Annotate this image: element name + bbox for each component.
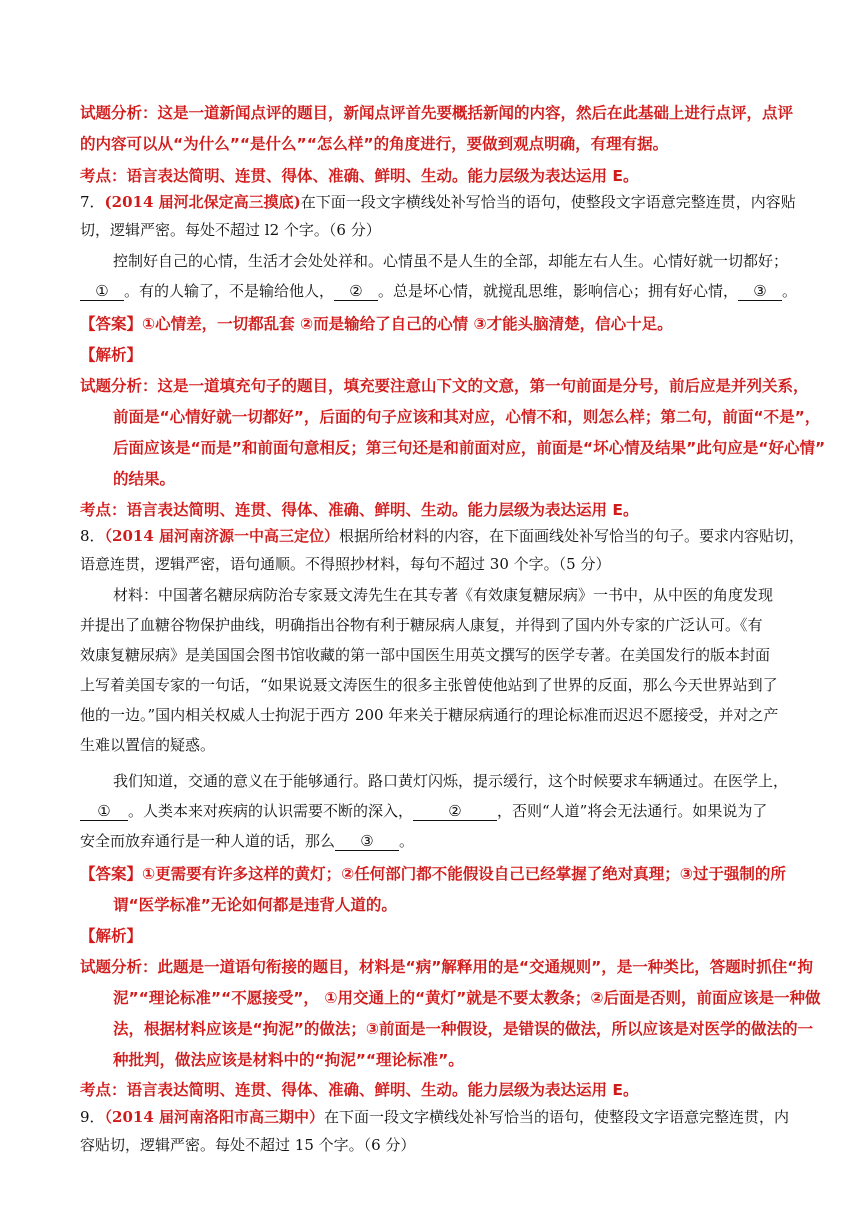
q9-prompt-line-2: 容贴切，逻辑严密。每处不超过 15 个字。（6 分）: [80, 1136, 416, 1154]
q8-text-c: 安全而放弃通行是一种人道的话，那么: [80, 832, 336, 850]
q8-material-line-1: 材料：中国著名糖尿病防治专家聂文涛先生在其专著《有效康复糖尿病》一书中，从中医的角度发现: [113, 586, 774, 604]
q8-material-line-4: 上写着美国专家的一句话，“如果说聂文涛医生的很多主张曾使他站到了世界的反面，那么今天世界站到了: [80, 676, 778, 694]
q8-answer-line-1: 【答案】①更需要有许多这样的黄灯；②任何部门都不能假设自己已经掌握了绝对真理；③过于强制的所: [80, 865, 786, 883]
q7-prompt-text-1: 在下面一段文字横线处补写恰当的语句，使整段文字语意完整连贯，内容贴: [300, 193, 796, 211]
q7-blank-3: ③: [738, 282, 782, 301]
q6-analysis-line-1: 试题分析：这是一道新闻点评的题目，新闻点评首先要概括新闻的内容，然后在此基础上进行点评，点评: [80, 104, 794, 122]
q8-text-a: 。人类本来对疾病的认识需要不断的深入，: [128, 802, 414, 820]
q7-text-a: 。有的人输了，不是输给他人，: [124, 282, 335, 300]
q9-prompt-line-1: [80, 1106, 789, 1127]
q8-blank-3: ③: [335, 832, 399, 851]
q8-answer-line-2: 谓“医学标准”无论如何都是违背人道的。: [113, 896, 397, 914]
q8-number: 8．: [80, 527, 105, 545]
q7-text-line-1: 控制好自己的心情，生活才会处处祥和。心情虽不是人生的全部，却能左右人生。心情好就一切都好；: [113, 252, 789, 270]
q7-text-end: 。: [782, 282, 798, 300]
q7-text-line-2: [80, 280, 797, 301]
q8-material-line-6: 生难以置信的疑惑。: [80, 736, 216, 754]
q7-blank-2: ②: [334, 282, 378, 301]
q8-paragraph-line-1: 我们知道，交通的意义在于能够通行。路口黄灯闪烁，提示缓行，这个时候要求车辆通过。在医学上，: [113, 772, 789, 790]
kaodian-q6: 考点：语言表达简明、连贯、得体、准确、鲜明、生动。能力层级为表达运用 E。: [80, 167, 639, 185]
q7-answer: 【答案】①心情差，一切都乱套 ②而是输给了自己的心情 ③才能头脑清楚，信心十足。: [80, 315, 673, 333]
q7-prompt-line-2: 切，逻辑严密。每处不超过 l2 个字。（6 分）: [80, 221, 381, 239]
q9-prompt-text-1: 在下面一段文字横线处补写恰当的语句，使整段文字语意完整连贯，内: [324, 1108, 790, 1126]
q7-number: 7．: [80, 193, 105, 211]
q7-prompt-line-1: [80, 191, 796, 212]
q8-prompt-text-1: 根据所给材料的内容，在下面画线处补写恰当的句子。要求内容贴切，: [339, 527, 805, 545]
q8-material-line-2: 并提出了血糖谷物保护曲线，明确指出谷物有利于糖尿病人康复，并得到了国内外专家的广泛认可。《有: [80, 616, 763, 634]
q8-paragraph-line-2: [80, 800, 767, 821]
q7-jiexi-label: 【解析】: [80, 346, 143, 364]
q9-source: （2014 届河南洛阳市高三期中）: [104, 1108, 325, 1126]
q7-text-b: 。总是坏心情，就搅乱思维，影响信心；拥有好心情，: [378, 282, 739, 300]
q8-paragraph-line-3: [80, 830, 414, 851]
q8-text-end: 。: [399, 832, 415, 850]
kaodian-q8: 考点：语言表达简明、连贯、得体、准确、鲜明、生动。能力层级为表达运用 E。: [80, 1081, 639, 1099]
q8-analysis-line-1: 试题分析：此题是一道语句衔接的题目，材料是“病”解释用的是“交通规则”，是一种类比，答题时抓住“拘: [80, 958, 813, 976]
q7-analysis-line-3: 后面应该是“而是”和前面句意相反；第三句还是和前面对应，前面是“坏心情及结果”此句应是“好心情”: [113, 439, 826, 457]
q8-analysis-line-4: 种批判，做法应该是材料中的“拘泥”“理论标准”。: [113, 1051, 464, 1069]
q9-number: 9．: [80, 1108, 105, 1126]
q8-analysis-line-2: 泥”“理论标准”“不愿接受”， ①用交通上的“黄灯”就是不要太教条；②后面是否则，前面应该是一种做: [113, 989, 821, 1007]
q8-source: （2014 届河南济源一中高三定位）: [104, 527, 340, 545]
q6-analysis-line-2: 的内容可以从“为什么”“是什么”“怎么样”的角度进行，要做到观点明确，有理有据。: [80, 135, 669, 153]
q7-analysis-line-2: 前面是“心情好就一切都好”，后面的句子应该和其对应，心情不和，则怎么样；第二句，前面“不是”，: [113, 408, 821, 426]
q7-blank-1: ①: [80, 282, 124, 301]
kaodian-q7: 考点：语言表达简明、连贯、得体、准确、鲜明、生动。能力层级为表达运用 E。: [80, 501, 639, 519]
q7-analysis-line-4: 的结果。: [113, 470, 176, 488]
q8-prompt-line-1: [80, 525, 804, 546]
q8-jiexi-label: 【解析】: [80, 927, 143, 945]
q8-analysis-line-3: 法，根据材料应该是“拘泥”的做法；③前面是一种假设，是错误的做法，所以应该是对医学的做法的一: [113, 1020, 814, 1038]
q8-blank-1: ①: [80, 802, 128, 821]
q8-material-line-5: 他的一边。”国内相关权威人士拘泥于西方 200 年来关于糖尿病通行的理论标准而迟迟不愿接受，并对之产: [80, 706, 779, 724]
q8-material-line-3: 效康复糖尿病》是美国国会图书馆收藏的第一部中国医生用英文撰写的医学专著。在美国发行的版本封面: [80, 646, 771, 664]
q7-source: (2014 届河北保定高三摸底): [104, 193, 301, 211]
q8-text-b: ，否则“人道”将会无法通行。如果说为了: [497, 802, 768, 820]
q7-analysis-line-1: 试题分析：这是一道填充句子的题目，填充要注意山下文的文意，第一句前面是分号，前后应是并列关系，: [80, 377, 809, 395]
q8-blank-2: ②: [413, 802, 497, 821]
q8-prompt-line-2: 语意连贯，逻辑严密，语句通顺。不得照抄材料，每句不超过 30 个字。（5 分）: [80, 555, 611, 573]
